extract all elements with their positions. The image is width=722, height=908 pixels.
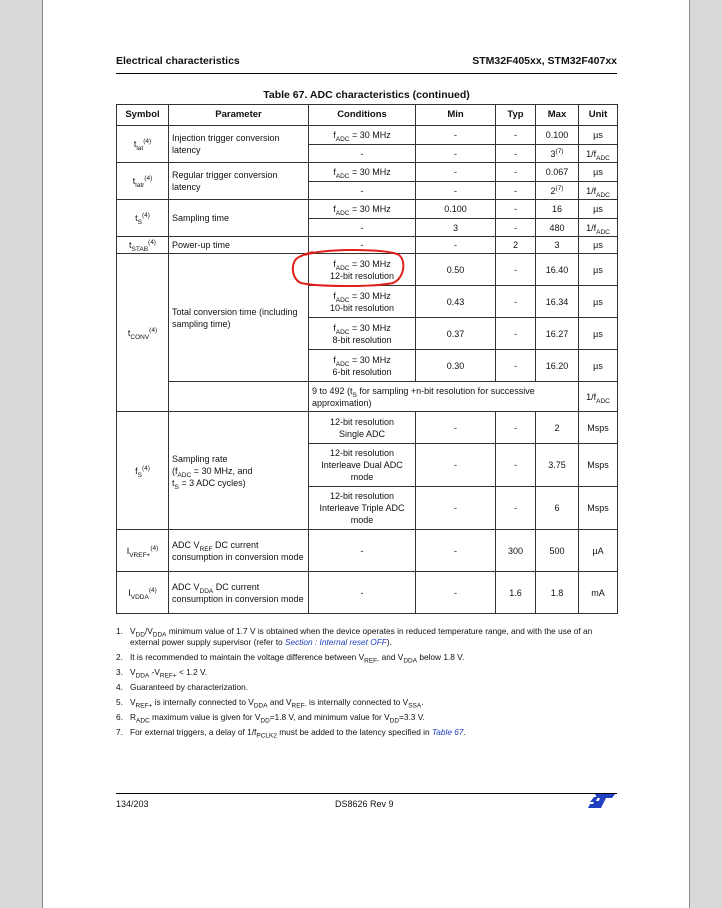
max-cell: 3$^{(7)}$ — [536, 145, 579, 163]
parameter-cell: Regular trigger conversion latency — [169, 163, 309, 200]
column-header: Min — [416, 105, 496, 126]
max-cell: 16.40 — [536, 254, 579, 286]
table-row — [117, 200, 618, 219]
conditions-cell: $f_{ADC} = 30$ MHz 8-bit resolution — [309, 318, 416, 350]
max-cell: 0.067 — [536, 163, 579, 182]
conditions-cell: 9 to 492 ($t_S$ for sampling +n-bit resolution for successive approximation) — [309, 382, 579, 412]
min-cell: - — [416, 126, 496, 145]
typ-cell: - — [496, 444, 536, 487]
parameter-cell: ADC $V_{REF}$ DC current consumption in conversion mode — [169, 530, 309, 572]
typ-cell: 2 — [496, 237, 536, 254]
unit-cell: Msps — [579, 412, 618, 444]
typ-cell: - — [496, 219, 536, 237]
table-row — [117, 572, 618, 614]
unit-cell: $1/f_{ADC}$ — [579, 145, 618, 163]
table-row — [117, 382, 618, 412]
conditions-cell: $f_{ADC} = 30$ MHz — [309, 163, 416, 182]
max-cell: 3.75 — [536, 444, 579, 487]
unit-cell: µs — [579, 318, 618, 350]
conditions-cell: - — [309, 219, 416, 237]
typ-cell: - — [496, 163, 536, 182]
unit-cell: µs — [579, 286, 618, 318]
typ-cell: - — [496, 318, 536, 350]
footnote: 5. $V_{REF+}$ is internally connected to $V_{DDA}$ and $V_{REF-}$ is internally connected to $V_{SSA}$. — [116, 697, 424, 710]
column-header: Parameter — [169, 105, 309, 126]
symbol-cell: $t_S^{(4)}$ — [117, 200, 169, 237]
typ-cell: - — [496, 487, 536, 530]
table-row — [117, 237, 618, 254]
unit-cell: mA — [579, 572, 618, 614]
table-row — [117, 530, 618, 572]
parameter-cell: Sampling time — [169, 200, 309, 237]
typ-cell: - — [496, 286, 536, 318]
typ-cell: 300 — [496, 530, 536, 572]
unit-cell: µs — [579, 254, 618, 286]
unit-cell: µs — [579, 163, 618, 182]
min-cell: - — [416, 530, 496, 572]
max-cell: 6 — [536, 487, 579, 530]
table-row — [117, 163, 618, 182]
typ-cell: - — [496, 182, 536, 200]
typ-cell: - — [496, 350, 536, 382]
footnote: 4. Guaranteed by characterization. — [116, 682, 249, 692]
min-cell: 0.50 — [416, 254, 496, 286]
unit-cell: $1/f_{ADC}$ — [579, 182, 618, 200]
header-rule — [116, 73, 617, 74]
parameter-cell: ADC $V_{DDA}$ DC current consumption in conversion mode — [169, 572, 309, 614]
conditions-cell: - — [309, 237, 416, 254]
column-header: Typ — [496, 105, 536, 126]
typ-cell: - — [496, 200, 536, 219]
conditions-cell: 12-bit resolution Interleave Dual ADC mode — [309, 444, 416, 487]
column-header: Max — [536, 105, 579, 126]
max-cell: 2 — [536, 412, 579, 444]
conditions-cell: 12-bit resolution Interleave Triple ADC mode — [309, 487, 416, 530]
unit-cell: $1/f_{ADC}$ — [579, 382, 618, 412]
typ-cell: - — [496, 145, 536, 163]
max-cell: 3 — [536, 237, 579, 254]
document-reference: DS8626 Rev 9 — [335, 799, 394, 809]
min-cell: 3 — [416, 219, 496, 237]
unit-cell: µs — [579, 350, 618, 382]
footnote: 1. $V_{DD}/V_{DDA}$ minimum value of 1.7 V is obtained when the device operates in reduced temperature range, and with the use of an external power supply supervisor (refer to Section : Internal reset OFF). — [116, 626, 593, 647]
max-cell: 480 — [536, 219, 579, 237]
typ-cell: 1.6 — [496, 572, 536, 614]
min-cell: - — [416, 444, 496, 487]
unit-cell: µs — [579, 126, 618, 145]
unit-cell: µs — [579, 200, 618, 219]
conditions-cell: 12-bit resolution Single ADC — [309, 412, 416, 444]
document-page — [42, 0, 690, 908]
conditions-cell: - — [309, 182, 416, 200]
unit-cell: µA — [579, 530, 618, 572]
conditions-cell: - — [309, 572, 416, 614]
column-header: Conditions — [309, 105, 416, 126]
min-cell: - — [416, 182, 496, 200]
footnote: 3. $V_{DDA}$ $-V_{REF+} < 1.2$ V. — [116, 667, 208, 680]
parameter-cell: Injection trigger conversion latency — [169, 126, 309, 163]
section-header: Electrical characteristics — [116, 55, 240, 67]
table-row — [117, 254, 618, 286]
conditions-cell: - — [309, 530, 416, 572]
part-number-header: STM32F405xx, STM32F407xx — [472, 55, 617, 67]
section-link[interactable]: Section : Internal reset OFF — [284, 637, 387, 647]
column-header: Symbol — [117, 105, 169, 126]
table-link[interactable]: Table 67 — [431, 727, 464, 737]
min-cell: 0.100 — [416, 200, 496, 219]
max-cell: 1.8 — [536, 572, 579, 614]
table-header-row — [117, 105, 618, 126]
unit-cell: Msps — [579, 487, 618, 530]
unit-cell: Msps — [579, 444, 618, 487]
parameter-cell: Sampling rate ($f_{ADC} = 30$ MHz, and $t_S = 3$ ADC cycles) — [169, 412, 309, 530]
typ-cell: - — [496, 254, 536, 286]
typ-cell: - — [496, 412, 536, 444]
max-cell: 500 — [536, 530, 579, 572]
min-cell: 0.43 — [416, 286, 496, 318]
symbol-cell: $t_{CONV}^{(4)}$ — [117, 254, 169, 412]
unit-cell: $1/f_{ADC}$ — [579, 219, 618, 237]
symbol-cell: $t_{latr}^{(4)}$ — [117, 163, 169, 200]
conditions-cell: $f_{ADC} = 30$ MHz 12-bit resolution — [309, 254, 416, 286]
conditions-cell: - — [309, 145, 416, 163]
table-row — [117, 126, 618, 145]
symbol-cell: $I_{VREF+}^{(4)}$ — [117, 530, 169, 572]
min-cell: - — [416, 412, 496, 444]
min-cell: 0.30 — [416, 350, 496, 382]
min-cell: 0.37 — [416, 318, 496, 350]
footnote: 7. For external triggers, a delay of $1/f_{PCLK2}$ must be added to the latency specified in Table 67. — [116, 727, 466, 740]
symbol-cell: $t_{STAB}^{(4)}$ — [117, 237, 169, 254]
max-cell: 16.20 — [536, 350, 579, 382]
max-cell: 16.34 — [536, 286, 579, 318]
min-cell: - — [416, 487, 496, 530]
min-cell: - — [416, 572, 496, 614]
min-cell: - — [416, 237, 496, 254]
footnote: 6. $R_{ADC}$ maximum value is given for $V_{DD}=1.8$ V, and minimum value for $V_{DD}=3.3$ V. — [116, 712, 425, 725]
max-cell: 16 — [536, 200, 579, 219]
max-cell: 0.100 — [536, 126, 579, 145]
conditions-cell: $f_{ADC} = 30$ MHz — [309, 126, 416, 145]
table-row — [117, 412, 618, 444]
symbol-cell: $I_{VDDA}^{(4)}$ — [117, 572, 169, 614]
adc-characteristics-table — [116, 104, 618, 614]
typ-cell: - — [496, 126, 536, 145]
conditions-cell: $f_{ADC} = 30$ MHz 6-bit resolution — [309, 350, 416, 382]
st-logo-icon — [587, 793, 617, 809]
conditions-cell: $f_{ADC} = 30$ MHz — [309, 200, 416, 219]
symbol-cell: $f_S^{(4)}$ — [117, 412, 169, 530]
parameter-cell: Total conversion time (including sampling time) — [169, 254, 309, 382]
footnote: 2. It is recommended to maintain the voltage difference between $V_{REF-}$ and $V_{DDA}$ below 1.8 V. — [116, 652, 465, 665]
conditions-cell: $f_{ADC} = 30$ MHz 10-bit resolution — [309, 286, 416, 318]
parameter-cell: Power-up time — [169, 237, 309, 254]
max-cell: 16.27 — [536, 318, 579, 350]
unit-cell: µs — [579, 237, 618, 254]
column-header: Unit — [579, 105, 618, 126]
min-cell: - — [416, 163, 496, 182]
table-caption: Table 67. ADC characteristics (continued) — [263, 89, 470, 101]
max-cell: 2$^{(7)}$ — [536, 182, 579, 200]
symbol-cell: $t_{lat}^{(4)}$ — [117, 126, 169, 163]
min-cell: - — [416, 145, 496, 163]
parameter-cell — [169, 382, 309, 412]
page-number: 134/203 — [116, 799, 149, 809]
footnotes — [116, 626, 621, 742]
footer-rule — [116, 793, 617, 794]
